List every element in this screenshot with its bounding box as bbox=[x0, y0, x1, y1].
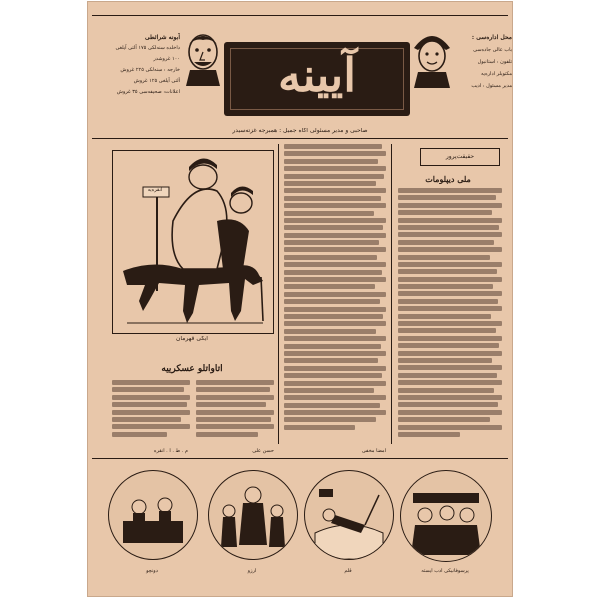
middle-text-column bbox=[284, 144, 386, 444]
right-column-label-box bbox=[420, 148, 500, 166]
crowd-figures-icon bbox=[209, 471, 297, 559]
article-text-right bbox=[196, 380, 274, 446]
circle-cartoon-2 bbox=[208, 470, 298, 560]
bottom-rule bbox=[92, 458, 508, 459]
subscription-line: اعلانات: صحیفه‌سی ٣٥ غروش bbox=[116, 89, 180, 95]
officers-group-icon bbox=[401, 471, 491, 561]
office-line: مکتوبلر اداره‌یه bbox=[480, 71, 512, 77]
article-heading: آتاواتلو عسکرییه bbox=[161, 364, 223, 374]
office-line: محل اداره‌سی : bbox=[471, 34, 512, 41]
right-caricature-icon bbox=[412, 30, 452, 88]
people-table-icon bbox=[109, 471, 197, 559]
signature-mid: امضا مخفی bbox=[361, 448, 386, 454]
right-column-heading: ملی دیپلومات bbox=[425, 174, 471, 184]
cartoon-sign-text: آنقره‌یه bbox=[147, 187, 163, 193]
subscription-line: آلتی آیلغی ١٢٥ غروش bbox=[133, 78, 180, 84]
title-banner bbox=[224, 42, 410, 116]
circle-cartoon-1 bbox=[108, 470, 198, 560]
newspaper-page bbox=[88, 2, 512, 596]
main-cartoon-frame bbox=[112, 150, 274, 334]
left-caricature-icon bbox=[184, 30, 222, 86]
header-rule bbox=[92, 15, 508, 16]
office-line: مدیر مسئول : ادیب bbox=[471, 83, 512, 89]
office-line: باب عالی جاده‌سی bbox=[473, 47, 512, 53]
subtitle-rule bbox=[92, 138, 508, 139]
signature-right: حسن علی bbox=[252, 448, 274, 454]
article-text-left bbox=[112, 380, 190, 446]
subscription-line: خارجه : سنه‌لکی ٢٢٥ غروش bbox=[120, 67, 180, 73]
subscription-line: ١٠٠ غروشدر bbox=[153, 56, 180, 62]
circle-caption-2: آرزو bbox=[247, 568, 257, 574]
circle-cartoon-4 bbox=[400, 470, 492, 562]
donkey-cartoon-icon bbox=[113, 151, 273, 333]
circle-caption-1: دونچو bbox=[146, 568, 158, 574]
right-column-box-heading: حقیقت‌پرور bbox=[445, 154, 475, 160]
subscription-line: داخلده سنه‌لکی ١٧٥ آلتی آیلغی bbox=[115, 45, 180, 51]
circle-cartoon-3 bbox=[304, 470, 394, 560]
masthead bbox=[108, 26, 512, 126]
newspaper-title: آيينه bbox=[277, 48, 356, 102]
subscription-box bbox=[108, 32, 180, 120]
cartoon-caption: ایکی قهرمان bbox=[176, 336, 208, 342]
subscription-line: آبونه شرائطی bbox=[144, 34, 180, 41]
column-rule bbox=[391, 144, 392, 444]
signature-left: م . ط . ا . آنقره bbox=[153, 448, 188, 454]
masthead-subtitle: صاحبی و مدیر مسئولی آکاه جمیل : همبرجه غزته‌سیدر bbox=[232, 128, 368, 134]
circle-caption-4: پرسوفانیکی ادب ایسته bbox=[421, 568, 469, 574]
office-box bbox=[448, 32, 512, 120]
office-line: تلفون : استانبول bbox=[477, 59, 512, 65]
circle-caption-3: قلم bbox=[344, 568, 352, 574]
right-text-column bbox=[398, 188, 502, 446]
fallen-figure-icon bbox=[305, 471, 393, 559]
column-rule bbox=[278, 144, 279, 444]
